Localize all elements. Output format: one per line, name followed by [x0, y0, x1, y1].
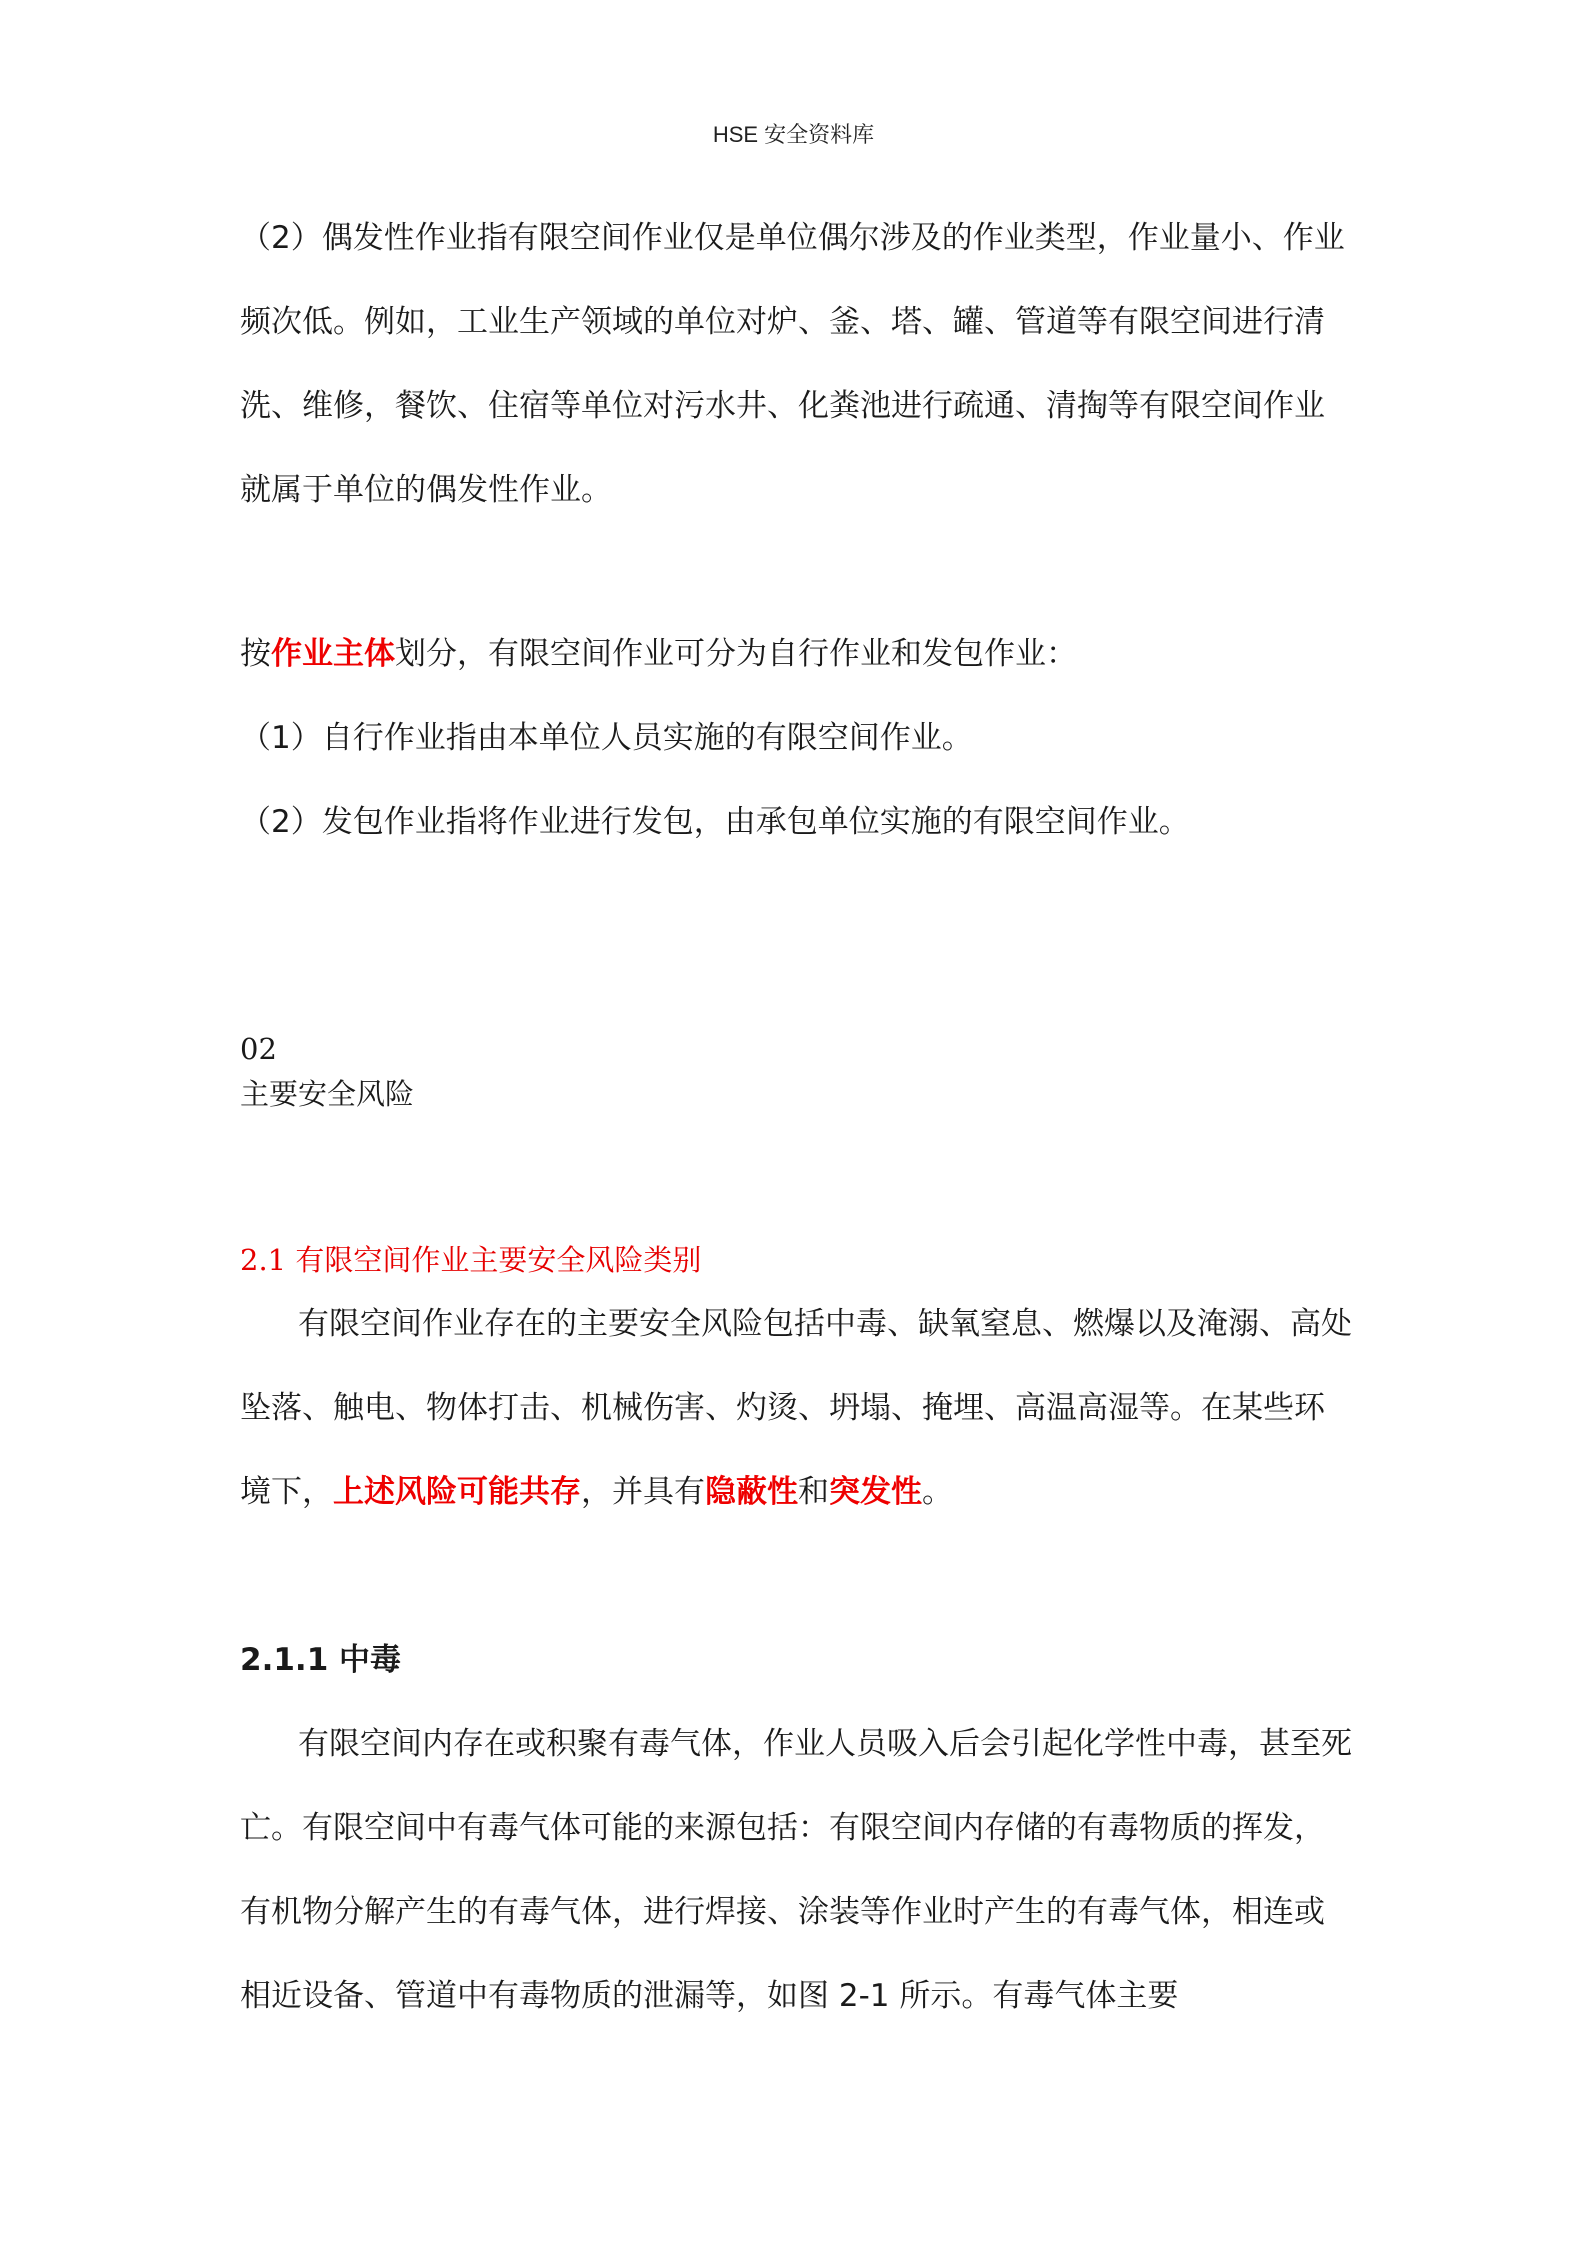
paragraph-toxic-gas: 有限空间内存在或积聚有毒气体，作业人员吸入后会引起化学性中毒，甚至死亡。有限空间中有毒气体可能的来源包括：有限空间内存储的有毒物质的挥发，有机物分解产生的有毒气体，进行焊接、涂装等作业时产生的有毒气体，相连或相近设备、管道中有毒物质的泄漏等，如图 2-1 所示。有毒气体主要 — [240, 1726, 1352, 2014]
paragraph-occasional-work: （2）偶发性作业指有限空间作业仅是单位偶尔涉及的作业类型，作业量小、作业频次低。例如，工业生产领域的单位对炉、釜、塔、罐、管道等有限空间进行清洗、维修，餐饮、住宿等单位对污水井、化粪池进行疏通、清掏等有限空间作业就属于单位的偶发性作业。 — [240, 220, 1345, 508]
section-number: 02 — [240, 1032, 277, 1066]
highlight-suddenness: 突发性 — [829, 1474, 922, 1510]
list-item-self-operation: （1）自行作业指由本单位人员实施的有限空间作业。 — [240, 720, 973, 756]
section-title: 主要安全风险 — [240, 1077, 415, 1111]
highlight-concealment: 隐蔽性 — [705, 1474, 798, 1510]
page-header: HSE 安全资料库 — [712, 122, 875, 147]
highlight-operating-subject: 作业主体 — [271, 636, 395, 672]
highlight-coexisting-risks: 上述风险可能共存 — [333, 1474, 581, 1510]
subsection-heading: 2.1 有限空间作业主要安全风险类别 — [240, 1243, 702, 1277]
paragraph-risk-categories: 有限空间作业存在的主要安全风险包括中毒、缺氧窒息、燃爆以及淹溺、高处坠落、触电、物体打击、机械伤害、灼烫、坍塌、掩埋、高温高湿等。在某些环境下，上述风险可能共存，并具有隐蔽性和突发性。 — [240, 1306, 1352, 1510]
paragraph-division-intro: 按作业主体划分，有限空间作业可分为自行作业和发包作业： — [240, 636, 1077, 672]
list-item-contracted-operation: （2）发包作业指将作业进行发包，由承包单位实施的有限空间作业。 — [240, 804, 1190, 840]
heading-poisoning: 2.1.1 中毒 — [240, 1642, 402, 1678]
